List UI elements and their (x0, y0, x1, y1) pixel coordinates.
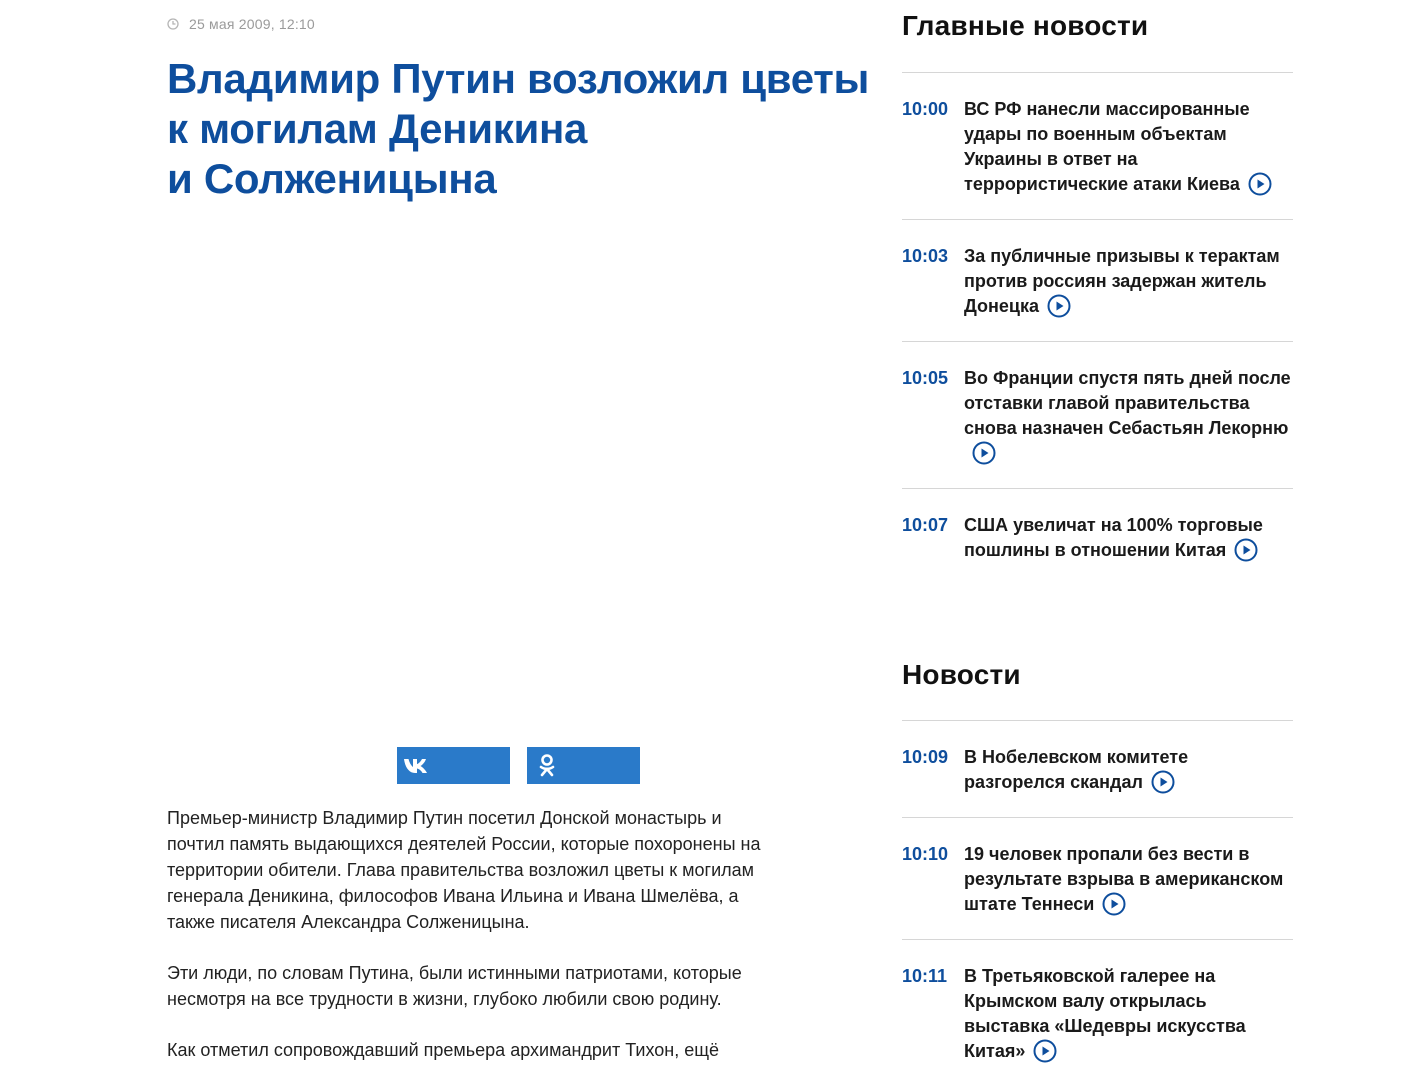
share-vk-button[interactable] (397, 747, 510, 784)
share-buttons (397, 747, 640, 784)
main-news-list (902, 72, 1293, 585)
odnoklassniki-icon (533, 752, 561, 780)
news-item[interactable] (902, 341, 1293, 488)
news-headline[interactable] (964, 964, 1293, 1064)
news-headline-text: Во Франции спустя пять дней после отставки главой правительства снова назначен Себастьян Лекорню (964, 368, 1291, 438)
news-headline-text: За публичные призывы к терактам против россиян задержан житель Донецка (964, 246, 1280, 316)
news-time: 10:11 (902, 966, 948, 986)
news-item[interactable] (902, 817, 1293, 939)
news-headline[interactable] (964, 244, 1293, 319)
clock-icon (167, 18, 179, 30)
news-time: 10:10 (902, 844, 949, 864)
article-paragraph: Премьер-министр Владимир Путин посетил Донской монастырь и почтил память выдающихся деятелей России, которые похоронены на территории обители. Глава правительства возложил цветы к могилам генерала Деникина, философов Ивана Ильина и Ивана Шмелёва, а также писателя Александра Солженицына. (167, 808, 761, 932)
vk-icon (403, 757, 431, 775)
play-icon[interactable] (1248, 172, 1272, 196)
news-section-title: Новости (902, 659, 1021, 690)
news-headline-text: 19 человек пропали без вести в результате взрыва в американском штате Теннеси (964, 844, 1284, 914)
play-icon[interactable] (972, 441, 996, 465)
news-headline-text: США увеличат на 100% торговые пошлины в отношении Китая (964, 515, 1263, 560)
news-item[interactable] (902, 72, 1293, 219)
share-ok-button[interactable] (527, 747, 640, 784)
play-icon[interactable] (1033, 1039, 1057, 1063)
news-headline[interactable] (964, 97, 1293, 197)
play-icon[interactable] (1234, 538, 1258, 562)
news-item[interactable] (902, 939, 1293, 1086)
article-body (167, 805, 777, 1088)
news-headline[interactable] (964, 842, 1293, 917)
news-time: 10:09 (902, 747, 949, 767)
article-title: Владимир Путин возложил цветы к могилам Деникина и Солженицына (167, 55, 870, 202)
article-date: 25 мая 2009, 12:10 (189, 16, 315, 32)
news-item[interactable] (902, 488, 1293, 585)
news-list (902, 720, 1293, 1086)
news-headline-text: В Третьяковской галерее на Крымском валу открылась выставка «Шедевры искусства Китая» (964, 966, 1246, 1061)
news-headline[interactable] (964, 513, 1293, 563)
news-time: 10:03 (902, 246, 949, 266)
play-icon[interactable] (1151, 770, 1175, 794)
main-news-title: Главные новости (902, 10, 1149, 41)
news-item[interactable] (902, 720, 1293, 817)
article-paragraph: Как отметил сопровождавший премьера архимандрит Тихон, ещё (167, 1040, 720, 1060)
article-meta (167, 16, 315, 32)
play-icon[interactable] (1047, 294, 1071, 318)
news-item[interactable] (902, 219, 1293, 341)
news-time: 10:05 (902, 368, 949, 388)
article-paragraph: Эти люди, по словам Путина, были истинными патриотами, которые несмотря на все трудности в жизни, глубоко любили свою родину. (167, 963, 742, 1009)
news-time: 10:07 (902, 515, 949, 535)
news-headline-text: ВС РФ нанесли массированные удары по военным объектам Украины в ответ на террористические атаки Киева (964, 99, 1250, 194)
news-headline[interactable] (964, 366, 1293, 466)
play-icon[interactable] (1102, 892, 1126, 916)
news-headline-text: В Нобелевском комитете разгорелся скандал (964, 747, 1189, 792)
news-time: 10:00 (902, 99, 949, 119)
news-headline[interactable] (964, 745, 1293, 795)
